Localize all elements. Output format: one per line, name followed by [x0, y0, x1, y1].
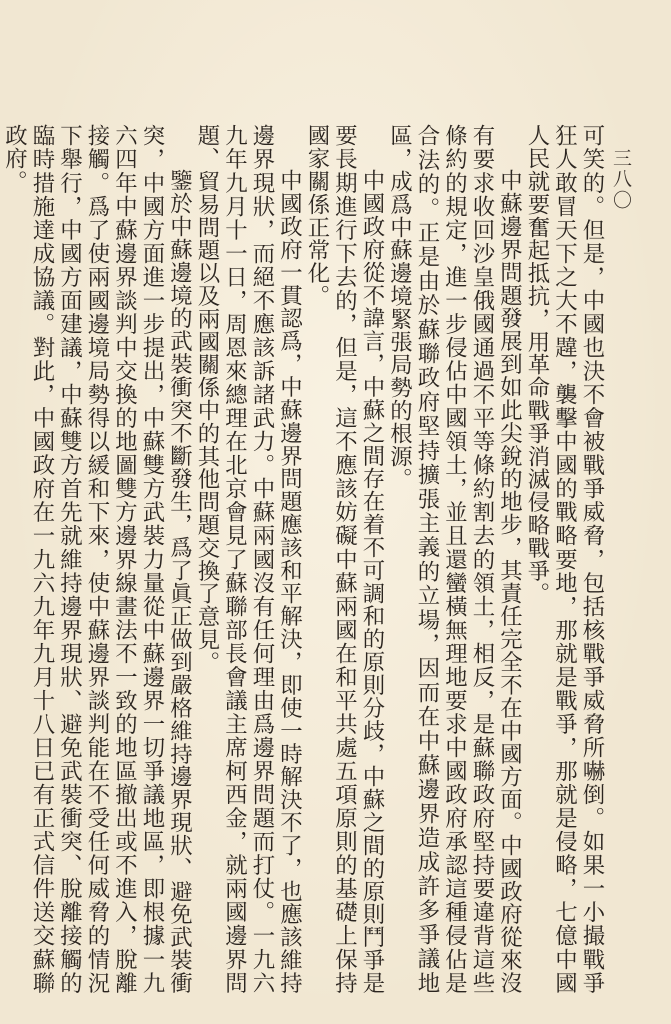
paragraph-5: 鑒於中蘇邊境的武裝衝突不斷發生，爲了眞正做到嚴格維持邊界現狀、避免武裝衝突，中國方面進一步提出，中蘇雙方武裝力量從中蘇邊界一切爭議地區，即根據一九六四年中蘇邊界談判中交換的地圖雙方邊界線畫法不一致的地區撤出或不進入，脫離接觸。爲了使兩國邊境局勢得以緩和下來，使中蘇邊界談判能在不受任何威脅的情況下舉行，中國方面建議，中蘇雙方首先就維持邊界現狀、避免武裝衝突、脫離接觸的臨時措施達成協議。對此，中國政府在一九六九年九月十八日已有正式信件送交蘇聯政府。 — [1, 124, 193, 994]
paragraph-4: 中國政府一貫認爲，中蘇邊界問題應該和平解決，即使一時解決不了，也應該維持邊界現狀，而絕不應該訴諸武力。中蘇兩國沒有任何理由爲邊界問題而打仗。一九六九年九月十一日，周恩來總理在北京會見了蘇聯部長會議主席柯西金，就兩國邊界問題、貿易問題以及兩國關係中的其他問題交換了意見。 — [194, 124, 303, 994]
page-number: 三八〇 — [610, 148, 632, 211]
paragraph-1: 可笑的。但是，中國也決不會被戰爭威脅，包括核戰爭威脅所嚇倒。如果一小撮戰爭狂人敢冒天下之大不韙，襲擊中國的戰略要地，那就是戰爭，那就是侵略，七億中國人民就要奮起抵抗，用革命戰爭消滅侵略戰爭。 — [524, 124, 605, 994]
paragraph-3: 中國政府從不諱言，中蘇之間存在着不可調和的原則分歧，中蘇之間的原則鬥爭是要長期進行下去的，但是，這不應該妨礙中蘇兩國在和平共處五項原則的基礎上保持國家關係正常化。 — [304, 124, 385, 994]
paragraph-2: 中蘇邊界問題發展到如此尖銳的地步，其責任完全不在中國方面。中國政府從來沒有要求收回沙皇俄國通過不平等條約割去的領土，相反，是蘇聯政府堅持要違背這些條約的規定，進一步侵佔中國領土，並且還蠻橫無理地要求中國政府承認這種侵佔是合法的。正是由於蘇聯政府堅持擴張主義的立場，因而在中蘇邊界造成許多爭議地區，成爲中蘇邊境緊張局勢的根源。 — [386, 124, 523, 994]
body-text — [1, 124, 605, 994]
